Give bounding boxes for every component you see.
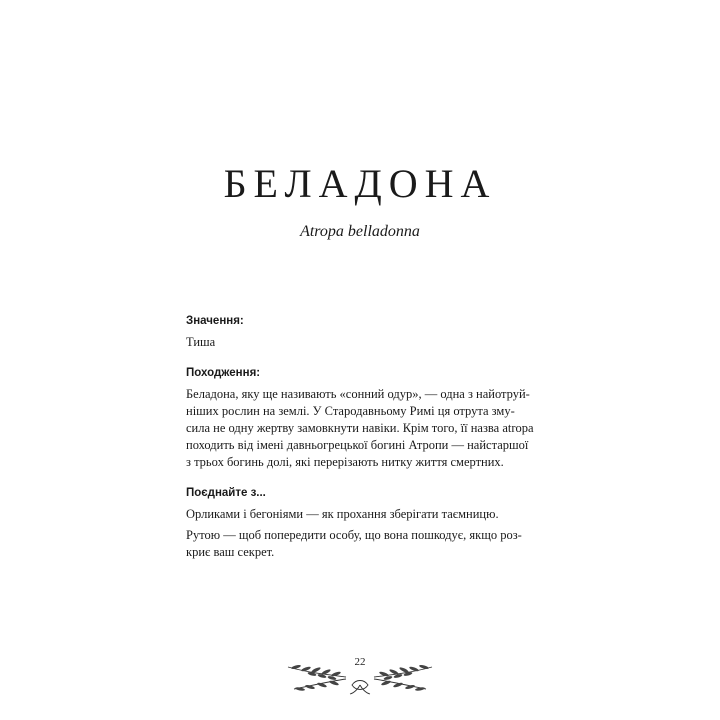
origin-text: [186, 386, 536, 471]
meaning-text: Тиша: [186, 335, 216, 349]
page-footer: [280, 655, 440, 695]
origin-line: з трьох богинь долі, які перерізають нитку життя смертних.: [186, 455, 504, 469]
meaning-section: [186, 313, 536, 351]
combine-heading: Поєднайте з...: [186, 487, 266, 499]
combine-section: [186, 485, 536, 561]
page-number: 22: [354, 656, 366, 668]
origin-line: Беладона, яку ще називають «сонний одур», — одна з найотруй-: [186, 387, 530, 401]
origin-line: сила не одну жертву замовкнути навіки. Крім того, її назва atropa: [186, 421, 534, 435]
combine-paragraph-2: [186, 527, 536, 561]
latin-name: Atropa belladonna: [300, 223, 420, 240]
origin-line: походить від імені давньогрецької богині Атропи — найстаршої: [186, 438, 529, 452]
page-content: [186, 313, 536, 561]
meaning-heading: Значення:: [186, 315, 244, 327]
combine-paragraph-1: Орликами і бегоніями — як прохання зберігати таємницю.: [186, 507, 499, 521]
combine-line: криє ваш секрет.: [186, 545, 275, 559]
origin-heading: Походження:: [186, 367, 261, 379]
origin-section: [186, 365, 536, 471]
origin-line: ніших рослин на землі. У Стародавньому Римі ця отрута зму-: [186, 404, 515, 418]
combine-line: Рутою — щоб попередити особу, що вона пошкодує, якщо роз-: [186, 528, 522, 542]
page-title: БЕЛАДОНА: [223, 161, 497, 206]
